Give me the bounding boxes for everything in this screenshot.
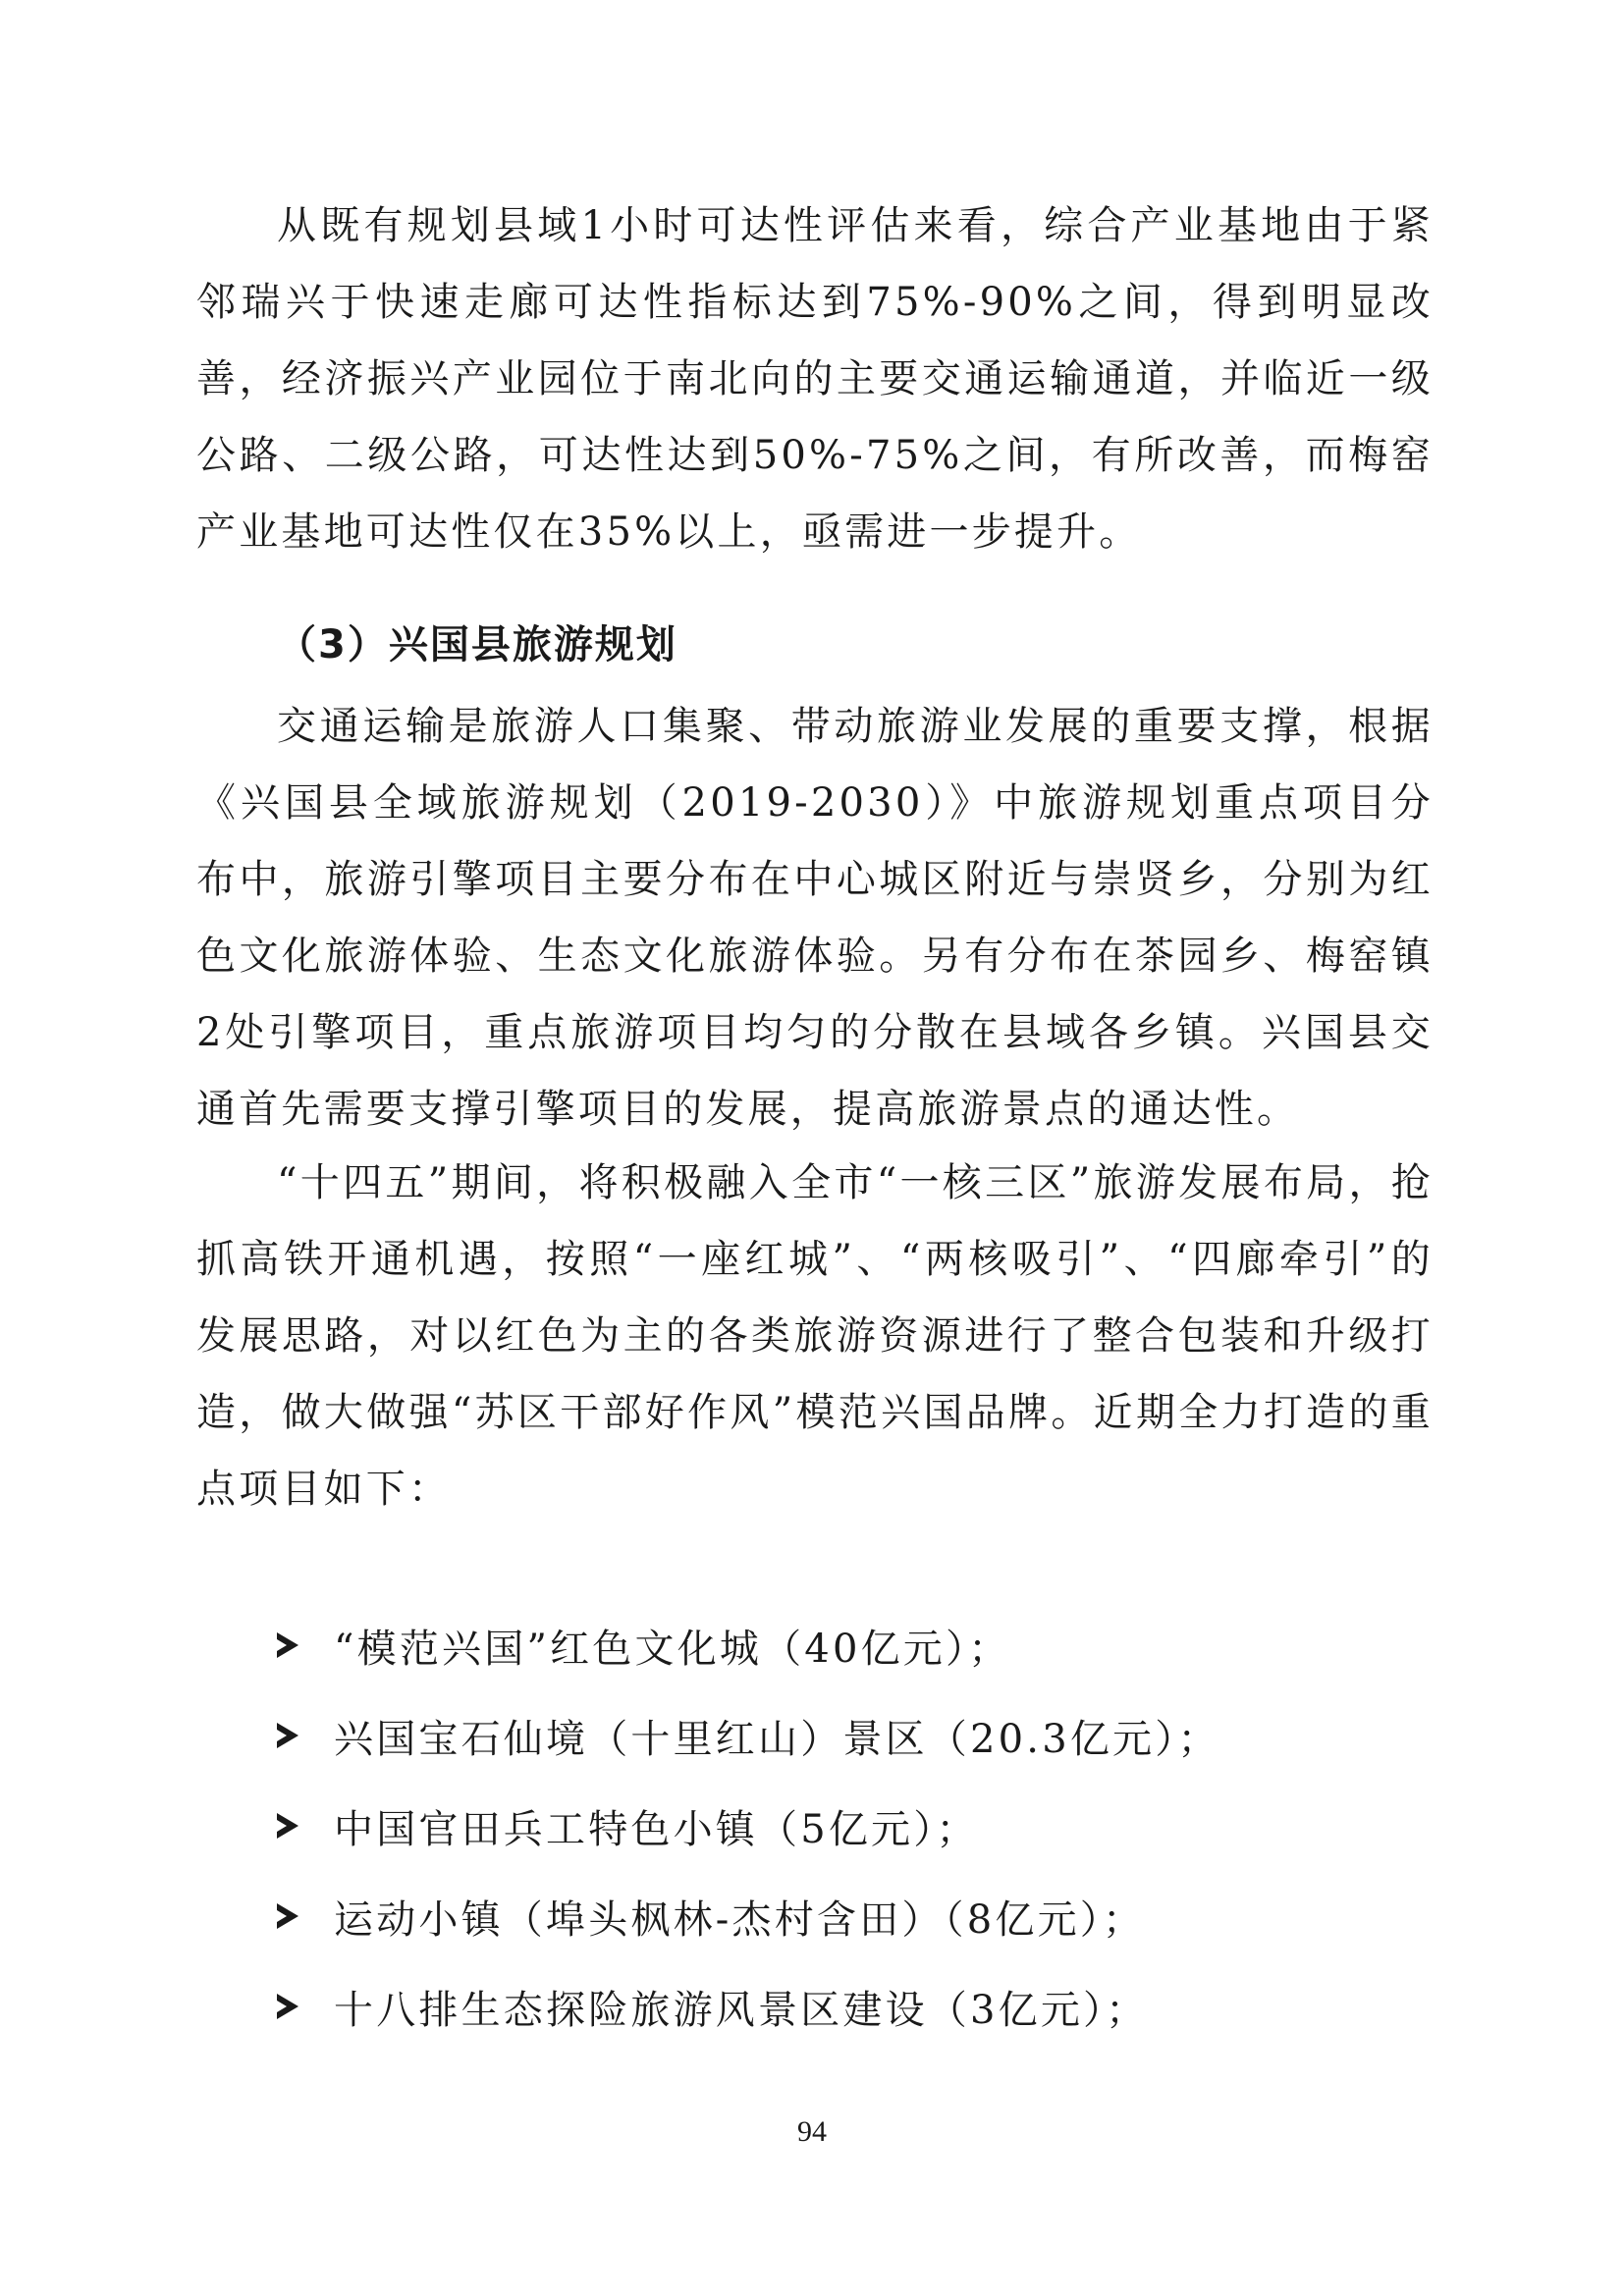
- list-item: [277, 1871, 1220, 1961]
- list-item: [277, 1961, 1220, 2052]
- arrowhead-bullet-icon: [277, 1632, 298, 1658]
- list-item-text: “模范兴国”红色文化城（40亿元）；: [334, 1626, 1011, 1672]
- key-projects-list: [277, 1600, 1220, 2052]
- page-number: 94: [797, 2115, 827, 2148]
- list-item: [277, 1600, 1220, 1690]
- list-item-text: 兴国宝石仙境（十里红山）景区（20.3亿元）；: [334, 1716, 1220, 1762]
- list-item: [277, 1781, 1220, 1871]
- section-heading-tourism-planning: （3）兴国县旅游规划: [277, 622, 677, 667]
- paragraph-tourism-transport: 交通运输是旅游人口集聚、带动旅游业发展的重要支撑，根据《兴国县全域旅游规划（2019-2030）》中旅游规划重点项目分布中，旅游引擎项目主要分布在中心城区附近与崇贤乡，分别为红色文化旅游体验、生态文化旅游体验。另有分布在茶园乡、梅窑镇2处引擎项目，重点旅游项目均匀的分散在县域各乡镇。兴国县交通首先需要支撑引擎项目的发展，提高旅游景点的通达性。: [196, 704, 1434, 1132]
- paragraph-accessibility-assessment: 从既有规划县域1小时可达性评估来看，综合产业基地由于紧邻瑞兴于快速走廊可达性指标达到75%-90%之间，得到明显改善，经济振兴产业园位于南北向的主要交通运输通道，并临近一级公路、二级公路，可达性达到50%-75%之间，有所改善，而梅窑产业基地可达性仅在35%以上，亟需进一步提升。: [196, 203, 1434, 555]
- list-item-text: 运动小镇（埠头枫林-杰村含田）（8亿元）；: [334, 1896, 1146, 1943]
- list-item-text: 十八排生态探险旅游风景区建设（3亿元）；: [334, 1987, 1149, 2033]
- arrowhead-bullet-icon: [277, 1903, 298, 1929]
- paragraph-fourteenth-five-year: “十四五”期间，将积极融入全市“一核三区”旅游发展布局，抢抓高铁开通机遇，按照“一座红城”、“两核吸引”、“四廊牵引”的发展思路，对以红色为主的各类旅游资源进行了整合包装和升级打造，做大做强“苏区干部好作风”模范兴国品牌。近期全力打造的重点项目如下：: [196, 1160, 1434, 1512]
- list-item: [277, 1690, 1220, 1781]
- list-item-text: 中国官田兵工特色小镇（5亿元）；: [334, 1806, 979, 1852]
- arrowhead-bullet-icon: [277, 1723, 298, 1748]
- arrowhead-bullet-icon: [277, 1813, 298, 1839]
- arrowhead-bullet-icon: [277, 1994, 298, 2019]
